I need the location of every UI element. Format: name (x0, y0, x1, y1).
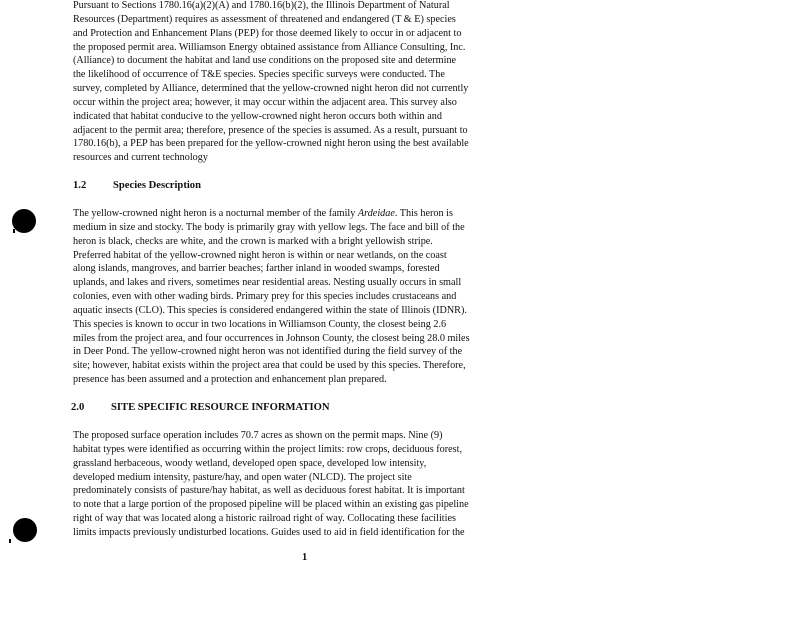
text-line: resources and current technology (73, 152, 208, 164)
text-line: along islands, mangroves, and barrier beaches; farther inland in wooded swamps, forested (73, 263, 440, 275)
text-line: This species is known to occur in two locations in Williamson County, the closest being 2.6 (73, 318, 447, 330)
text-line: predominately consists of pasture/hay habitat, as well as deciduous forest habitat. It is important (73, 485, 465, 497)
section-number: 2.0 (71, 402, 85, 413)
text-line: habitat types were identified as occurring within the project limits: row crops, deciduous forest, (73, 443, 463, 455)
text-line: 1780.16(b), a PEP has been prepared for the yellow-crowned night heron using the best available (73, 138, 469, 150)
text-line: colonies, even with other wading birds. Primary prey for this species includes crustaceans and (73, 291, 457, 303)
page-number: 1 (302, 552, 308, 563)
text-line: the likelihood of occurrence of T&E species. Species specific surveys were conducted. The (73, 69, 445, 81)
text-line: Preferred habitat of the yellow-crowned night heron is within or near wetlands, on the coast (73, 249, 447, 261)
section-heading-2-0 (71, 402, 329, 413)
text-line: The proposed surface operation includes 70.7 acres as shown on the permit maps. Nine (9) (73, 430, 443, 441)
text-line: (Alliance) to document the habitat and land use conditions on the proposed site and determine (73, 55, 457, 67)
text-line: Pursuant to Sections 1780.16(a)(2)(A) and 1780.16(b)(2), the Illinois Department of Natural (73, 0, 450, 11)
family-name: Ardeidae (357, 208, 395, 219)
section-title: Species Description (113, 180, 201, 191)
text-line: uplands, and lakes and rivers, sometimes near residential areas. Nesting usually occurs in small (73, 277, 462, 289)
scan-speck (9, 539, 11, 543)
scan-speck (13, 229, 15, 233)
section-title: SITE SPECIFIC RESOURCE INFORMATION (111, 402, 330, 413)
text-line: to note that a large portion of the proposed pipeline will be placed within an existing gas pipeline (73, 499, 469, 511)
species-description-paragraph (73, 207, 551, 387)
text-line: medium in size and stocky. The body is primarily gray with yellow legs. The face and bill of the (73, 221, 465, 233)
text-line: in Deer Pond. The yellow-crowned night heron was not identified during the field survey of the (73, 346, 463, 358)
section-heading-1-2 (73, 180, 201, 191)
text-line: The yellow-crowned night heron is a nocturnal member of the family Ardeidae. This heron is (73, 208, 453, 219)
text-line: presence has been assumed and a protection and enhancement plan prepared. (73, 374, 387, 386)
text-line: survey, completed by Alliance, determined that the yellow-crowned night heron did not currently (73, 83, 469, 95)
text-line: right of way that was located along a historic railroad right of way. Collocating these facilities (73, 513, 456, 525)
section-number: 1.2 (73, 180, 87, 191)
text-line: the proposed permit area. Williamson Energy obtained assistance from Alliance Consulting, Inc. (73, 41, 466, 53)
text-line: Resources (Department) requires as assessment of threatened and endangered (T & E) species (73, 13, 456, 25)
site-information-paragraph (73, 429, 551, 540)
text-line: grassland herbaceous, woody wetland, developed open space, developed low intensity, (73, 457, 427, 469)
intro-paragraph (73, 0, 551, 165)
text-line: and Protection and Enhancement Plans (PEP) for those deemed likely to occur in or adjacent to (73, 27, 462, 39)
text-line: occur within the project area; however, it may occur within the adjacent area. This survey also (73, 96, 457, 108)
text-line: site; however, habitat exists within the project area that could be used by this species. Therefore, (73, 360, 466, 372)
text-line: adjacent to the permit area; therefore, presence of the species is assumed. As a result, pursuant to (73, 124, 468, 136)
text-line: miles from the project area, and four occurrences in Johnson County, the closest being 28.0 miles (73, 332, 470, 344)
text-line: developed medium intensity, pasture/hay, and open water (NLCD). The project site (73, 471, 412, 483)
punch-hole-mark (12, 209, 36, 233)
text-line: indicated that habitat conducive to the yellow-crowned night heron occurs both within and (73, 110, 442, 122)
punch-hole-mark (13, 518, 37, 542)
text-line: limits impacts previously undisturbed locations. Guides used to aid in field identification for the (73, 526, 465, 538)
text-line: aquatic insects (CLO). This species is considered endangered within the state of Illinois (IDNR). (73, 304, 467, 316)
text-line: heron is black, checks are white, and the crown is marked with a bright yellowish stripe. (73, 235, 433, 247)
